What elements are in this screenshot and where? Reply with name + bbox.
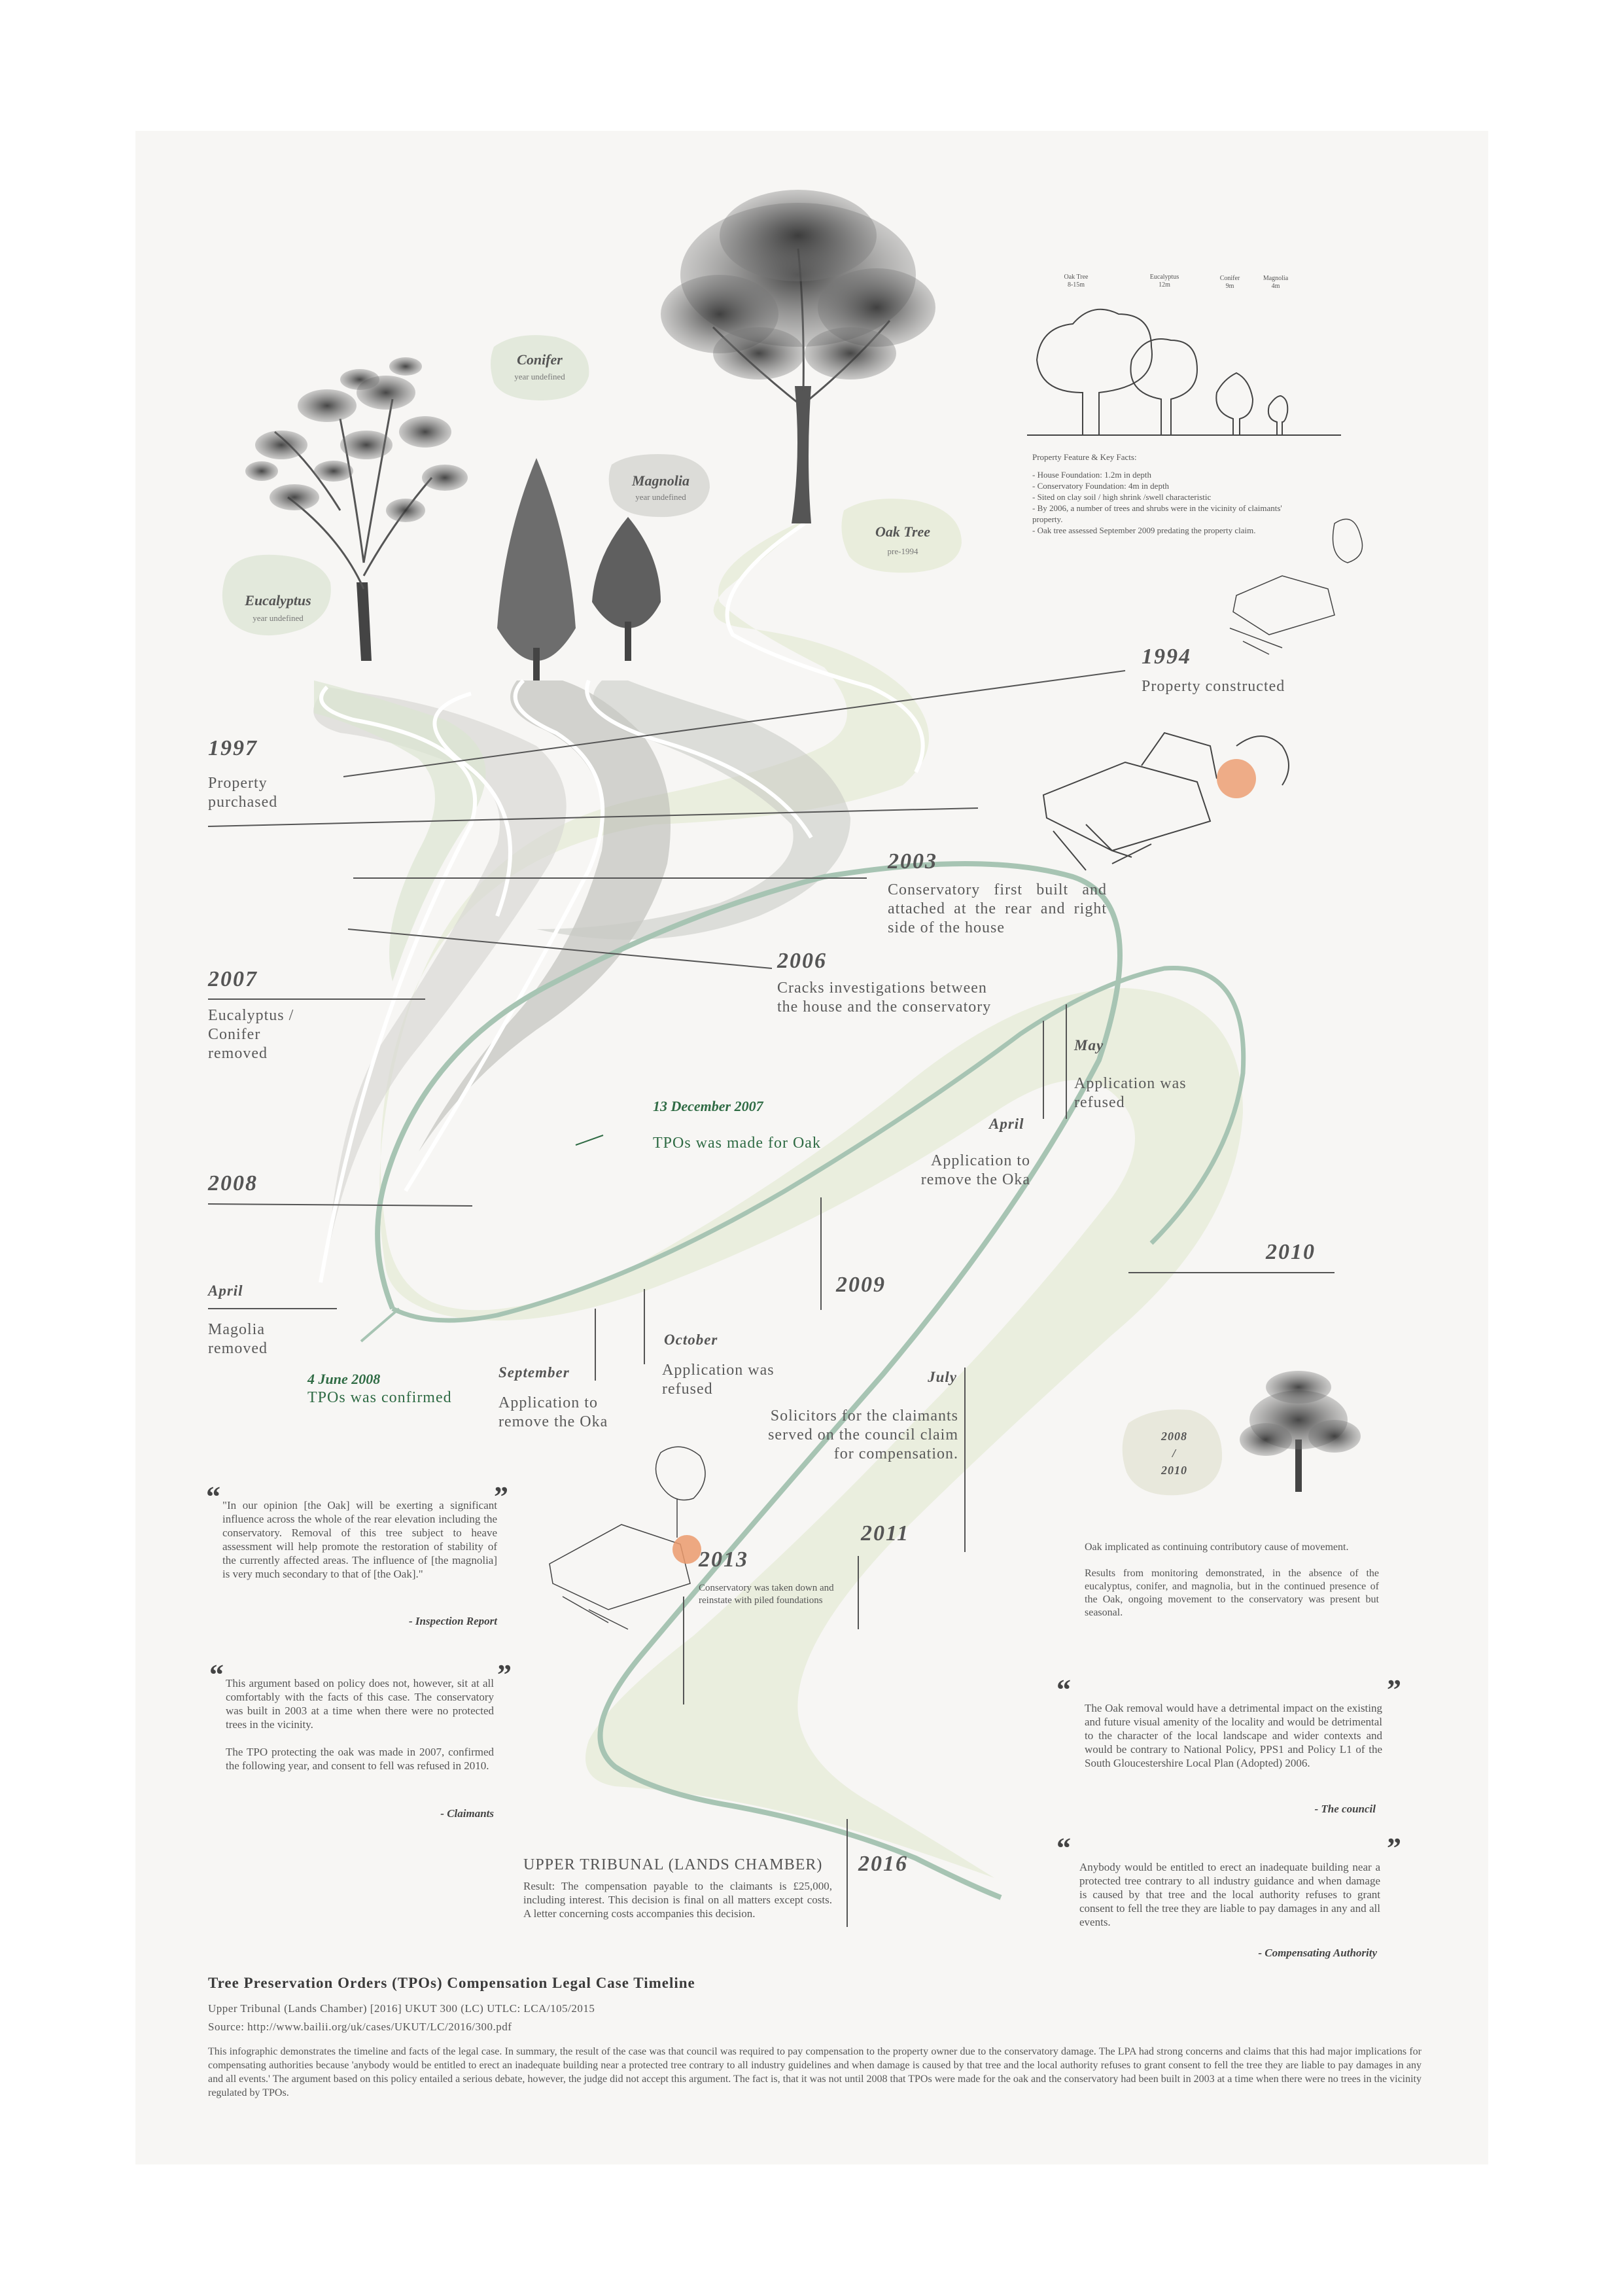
event-1997-text: Property purchased <box>208 775 278 811</box>
house-sketch-facts <box>1230 519 1363 654</box>
month-july-2010: July <box>928 1369 957 1385</box>
quote-close-mark: ” <box>1387 1674 1401 1706</box>
tree-label-eucalyptus: Eucalyptus <box>245 592 311 609</box>
year-1997: 1997 <box>208 736 258 760</box>
height-label-conifer: Conifer 9m <box>1219 275 1240 290</box>
month-april-2009: April <box>989 1116 1024 1132</box>
event-2007-dec-text: TPOs was made for Oak <box>653 1135 821 1152</box>
quote-compensating-authority: Anybody would be entitled to erect an inadequate building near a protected tree contrary to all industry guidance and when damage is caused by that tree and the local authority refuses to grant consent to fell the tree they are liable to pay damages in any and all events. <box>1079 1861 1380 1928</box>
event-2006-text: Cracks investigations between the house and the conservatory <box>777 980 992 1016</box>
event-2008-october-text: Application was refused <box>662 1362 775 1398</box>
event-2009-april-text: Application to remove the Oka <box>920 1152 1030 1188</box>
tree-label-oak: Oak Tree <box>875 523 931 540</box>
height-label-oak: Oak Tree 8-15m <box>1064 274 1089 289</box>
fact-item: - By 2006, a number of trees and shrubs were in the vicinity of claimants' property. <box>1032 503 1282 524</box>
quote-author-inspection: - Inspection Report <box>408 1615 497 1627</box>
quote-close-mark: ” <box>1387 1832 1401 1864</box>
quote-author-compensating-authority: - Compensating Authority <box>1258 1947 1377 1959</box>
year-2009: 2009 <box>836 1273 886 1297</box>
quote-author-claimants: - Claimants <box>440 1807 494 1820</box>
tree-label-conifer: Conifer <box>517 351 563 368</box>
event-2003-text: Conservatory first built and attached at the rear and right side of the house <box>888 881 1107 936</box>
quote-claimants-p2: The TPO protecting the oak was made in 2007, confirmed the following year, and consent to fell was refused in 2010. <box>226 1746 494 1772</box>
fact-item: - Oak tree assessed September 2009 predating the property claim. <box>1032 525 1256 535</box>
tree-height-diagram <box>1027 309 1341 435</box>
year-2010: 2010 <box>1266 1240 1316 1264</box>
house-sketch-1994 <box>1043 733 1289 870</box>
quote-claimants-p1: This argument based on policy does not, however, sit at all comfortably with the facts of this case. The conservatory was built in 2003 at a time when there were no protected trees in the vicinity. <box>226 1677 494 1731</box>
badge-year-end: 2010 <box>1161 1464 1187 1477</box>
height-label-eucalyptus: Eucalyptus 12m <box>1149 274 1179 289</box>
year-2008: 2008 <box>208 1171 258 1195</box>
year-2006: 2006 <box>777 949 827 973</box>
date-13-dec-2007: 13 December 2007 <box>653 1098 763 1114</box>
event-2009-may-text: Application was refused <box>1074 1075 1187 1111</box>
event-2008-april-text: Magolia removed <box>208 1321 268 1357</box>
month-may-2009: May <box>1074 1037 1104 1053</box>
quote-claimants <box>226 1676 494 1773</box>
quote-council: The Oak removal would have a detrimental impact on the existing and future visual amenity of the locality and would be detrimental to the character of the local landscape and wider contexts and would be contrary to National Policy, PPS1 and Policy L1 of the South Gloucestershire Local Plan (Adopted) 2006. <box>1085 1702 1382 1769</box>
summary-paragraph: This infographic demonstrates the timeline and facts of the legal case. In summary, the result of the case was that council was required to pay compensation to the property owner due to the conservatory damage. The LPA had strong concerns and claims that this had major implications for compensating authorities because 'anybody would be entitled to erect an inadequate building near a protected tree contrary to all industry guidelines and when damage is caused by that tree and the local authority refuses to grant consent to fell the tree they are liable to pay damages in any and all events.' The argument based on this policy entailed a serious debate, however, the judge did not accept this argument. The fact is, that it was not until 2008 that TPOs were made for the oak and the conservatory had been built in 2003 at a time when there were no trees in the vicinity regulated by TPOs. <box>208 2046 1422 2098</box>
month-october-2008: October <box>664 1332 718 1348</box>
year-1994: 1994 <box>1142 645 1191 669</box>
quote-inspection-report: "In our opinion [the Oak] will be exerting a significant influence across the whole of the rear elevation including the conservatory. Removal of this tree subject to heave assessment will help promote the restoration of stability of the currently affected areas. The influence of [the magnolia] is very much secondary to that of [the Oak]." <box>222 1499 497 1580</box>
year-2016: 2016 <box>858 1852 908 1876</box>
oak-notes <box>1085 1541 1379 1619</box>
event-2008-june-text: TPOs was confirmed <box>307 1389 452 1406</box>
oak-tree-small-illustration <box>1240 1371 1361 1492</box>
fact-item: - Conservatory Foundation: 4m in depth <box>1032 481 1170 491</box>
month-september-2008: September <box>498 1364 570 1381</box>
tree-sub-conifer: year undefined <box>514 372 565 381</box>
tree-label-magnolia: Magnolia <box>631 472 690 489</box>
date-4-june-2008: 4 June 2008 <box>307 1371 381 1387</box>
year-2003: 2003 <box>888 849 937 874</box>
year-2007: 2007 <box>208 967 258 991</box>
source-link[interactable]: Source: http://www.bailii.org/uk/cases/UKUT/LC/2016/300.pdf <box>208 2021 512 2033</box>
oak-note-2: Results from monitoring demonstrated, in the absence of the eucalyptus, conifer, and magnolia, but in the continued presence of the Oak, ongoing movement to the conservatory was present but seasonal. <box>1085 1568 1379 1618</box>
property-facts <box>1032 451 1314 536</box>
year-2013: 2013 <box>699 1547 748 1572</box>
tree-sub-magnolia: year undefined <box>635 492 686 502</box>
event-1994-text: Property constructed <box>1142 678 1285 695</box>
year-2011: 2011 <box>861 1521 910 1545</box>
damage-marker-1994 <box>1217 759 1256 798</box>
badge-separator: / <box>1172 1447 1176 1460</box>
quote-open-mark: “ <box>206 1481 220 1513</box>
case-citation: Upper Tribunal (Lands Chamber) [2016] UKUT 300 (LC) UTLC: LCA/105/2015 <box>208 2002 595 2015</box>
quote-close-mark: ” <box>497 1659 512 1691</box>
event-2013-text: Conservatory was taken down and reinstate with piled foundations <box>699 1583 834 1606</box>
conifer-tree-illustration <box>497 458 576 680</box>
event-2007-text: Eucalyptus / Conifer removed <box>208 1007 294 1062</box>
height-label-magnolia: Magnolia 4m <box>1263 275 1289 290</box>
badge-year-start: 2008 <box>1161 1430 1187 1443</box>
oak-note-1: Oak implicated as continuing contributory cause of movement. <box>1085 1542 1349 1553</box>
event-2008-september-text: Application to remove the Oka <box>498 1394 608 1430</box>
tpo-confirmed-tick <box>361 1309 399 1341</box>
property-facts-heading: Property Feature & Key Facts: <box>1032 452 1137 462</box>
oak-period-badge <box>1142 1428 1207 1479</box>
magnolia-tree-illustration <box>592 517 661 661</box>
fact-item: - House Foundation: 1.2m in depth <box>1032 470 1151 480</box>
month-april-2008: April <box>208 1282 243 1299</box>
event-2010-july-text: Solicitors for the claimants served on the council claim for compensation. <box>768 1407 958 1462</box>
tribunal-result: Result: The compensation payable to the claimants is £25,000, including interest. This decision is final on all matters except costs. A letter concerning costs accompanies this decision. <box>523 1880 832 1920</box>
tree-sub-eucalyptus: year undefined <box>253 613 304 623</box>
quote-open-mark: “ <box>209 1659 224 1691</box>
tree-sub-oak: pre-1994 <box>887 546 918 556</box>
infographic-title: Tree Preservation Orders (TPOs) Compensation Legal Case Timeline <box>208 1975 695 1991</box>
quote-open-mark: “ <box>1056 1832 1071 1864</box>
tribunal-heading: UPPER TRIBUNAL (LANDS CHAMBER) <box>523 1856 823 1873</box>
quote-open-mark: “ <box>1056 1674 1071 1706</box>
quote-close-mark: ” <box>494 1481 508 1513</box>
damage-marker-2013 <box>672 1535 701 1564</box>
quote-author-council: - The council <box>1314 1803 1376 1815</box>
fact-item: - Sited on clay soil / high shrink /swell characteristic <box>1032 492 1212 502</box>
